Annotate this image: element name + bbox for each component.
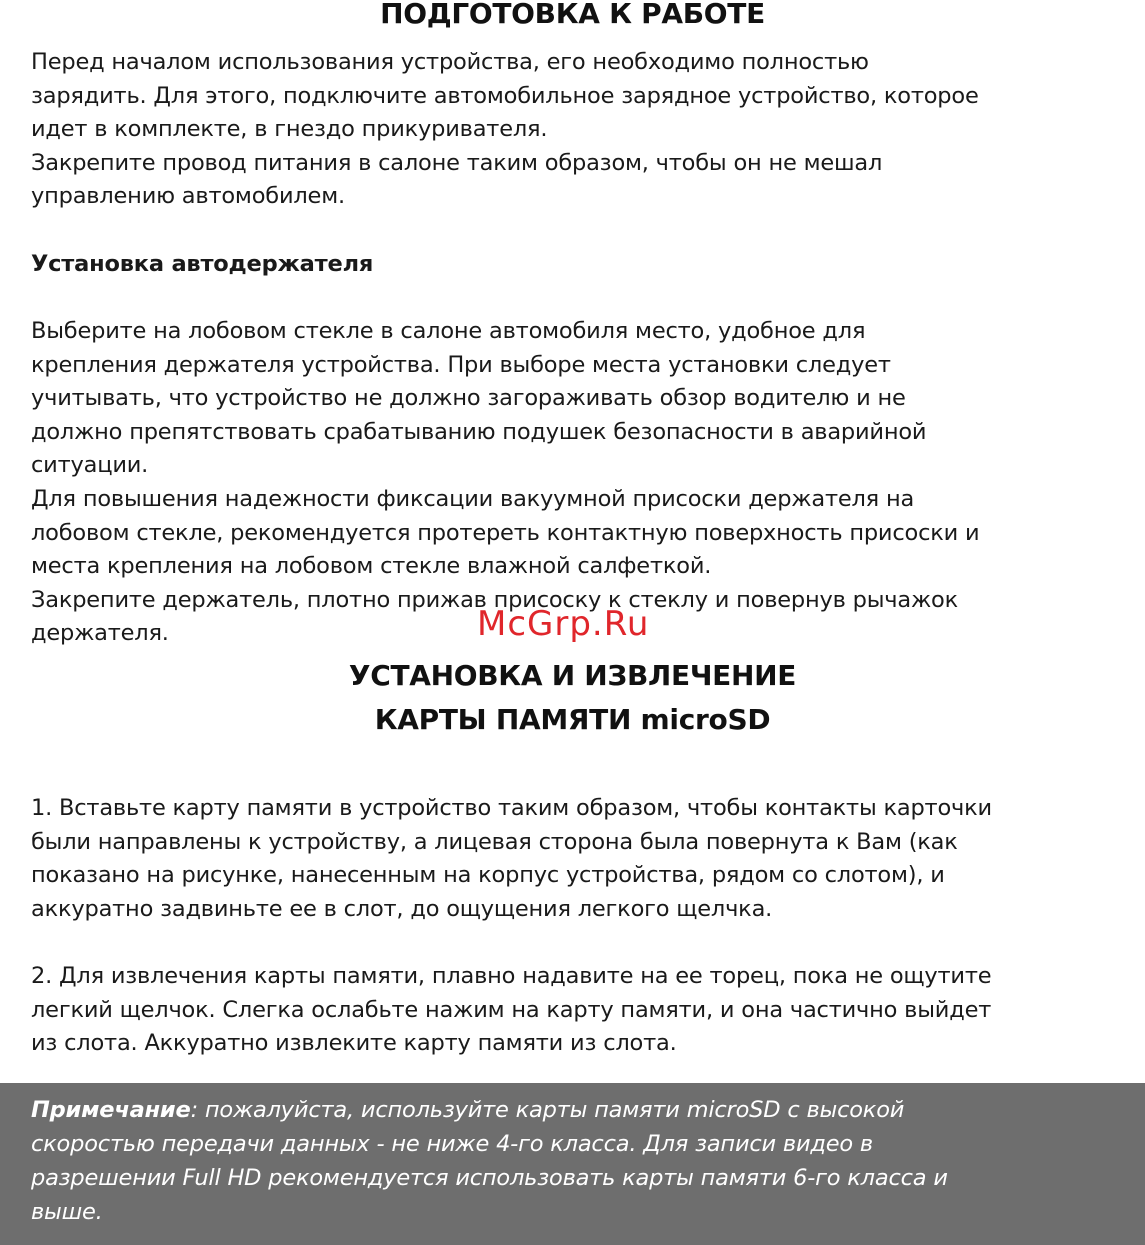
text-line: крепления держателя устройства. При выборе места установки следует <box>31 351 891 378</box>
text-line: аккуратно задвиньте ее в слот, до ощущения легкого щелчка. <box>31 895 773 922</box>
text-line: были направлены к устройству, а лицевая сторона была повернута к Вам (как <box>31 828 958 855</box>
note-text <box>31 1093 1126 1229</box>
note-box <box>0 1083 1145 1245</box>
text-line: должно препятствовать срабатыванию подушек безопасности в аварийной <box>31 418 927 445</box>
text-line: Перед началом использования устройства, его необходимо полностью <box>31 49 869 75</box>
note-line: выше. <box>31 1199 103 1225</box>
text-line: Закрепите держатель, плотно прижав присоску к стеклу и повернув рычажок <box>31 586 958 613</box>
text-line: Для повышения надежности фиксации вакуумной присоски держателя на <box>31 485 915 512</box>
text-line: Выберите на лобовом стекле в салоне автомобиля место, удобное для <box>31 318 866 344</box>
text-line: из слота. Аккуратно извлеките карту памяти из слота. <box>31 1030 677 1057</box>
text-line: ситуации. <box>31 452 149 479</box>
text-line: идет в комплекте, в гнездо прикуривателя. <box>31 116 548 143</box>
insert-card-paragraph <box>31 792 1126 926</box>
remove-card-paragraph <box>31 960 1126 1061</box>
watermark-text: McGrp.Ru <box>477 604 650 644</box>
text-line: учитывать, что устройство не должно загораживать обзор водителю и не <box>31 385 906 412</box>
text-line: лобовом стекле, рекомендуется протереть контактную поверхность присоски и <box>31 519 980 546</box>
text-line: держателя. <box>31 620 169 647</box>
text-line: Закрепите провод питания в салоне таким образом, чтобы он не мешал <box>31 149 883 176</box>
preparation-paragraph <box>31 46 1126 214</box>
section-title-memory-card-1: УСТАНОВКА И ИЗВЛЕЧЕНИЕ <box>348 659 797 692</box>
holder-paragraph <box>31 315 1126 651</box>
section-title-memory-card-2: КАРТЫ ПАМЯТИ microSD <box>374 703 771 736</box>
note-line <box>31 1093 1126 1127</box>
note-line-rest: : пожалуйста, используйте карты памяти microSD с высокой <box>190 1097 905 1123</box>
note-line: скоростью передачи данных - не ниже 4-го класса. Для записи видео в <box>31 1131 873 1157</box>
holder-subtitle: Установка автодержателя <box>31 251 374 277</box>
text-line: показано на рисунке, нанесенным на корпус устройства, рядом со слотом), и <box>31 862 945 889</box>
text-line: 1. Вставьте карту памяти в устройство таким образом, чтобы контакты карточки <box>31 795 992 821</box>
section-title-preparation: ПОДГОТОВКА К РАБОТЕ <box>380 0 765 30</box>
text-line: зарядить. Для этого, подключите автомобильное зарядное устройство, которое <box>31 82 979 109</box>
text-line: легкий щелчок. Слегка ослабьте нажим на карту памяти, и она частично выйдет <box>31 996 992 1023</box>
text-line: 2. Для извлечения карты памяти, плавно надавите на ее торец, пока не ощутите <box>31 963 992 989</box>
text-line: управлению автомобилем. <box>31 183 345 210</box>
text-line: места крепления на лобовом стекле влажной салфеткой. <box>31 553 712 580</box>
note-line: разрешении Full HD рекомендуется использовать карты памяти 6-го класса и <box>31 1165 948 1191</box>
note-label: Примечание <box>31 1097 191 1123</box>
